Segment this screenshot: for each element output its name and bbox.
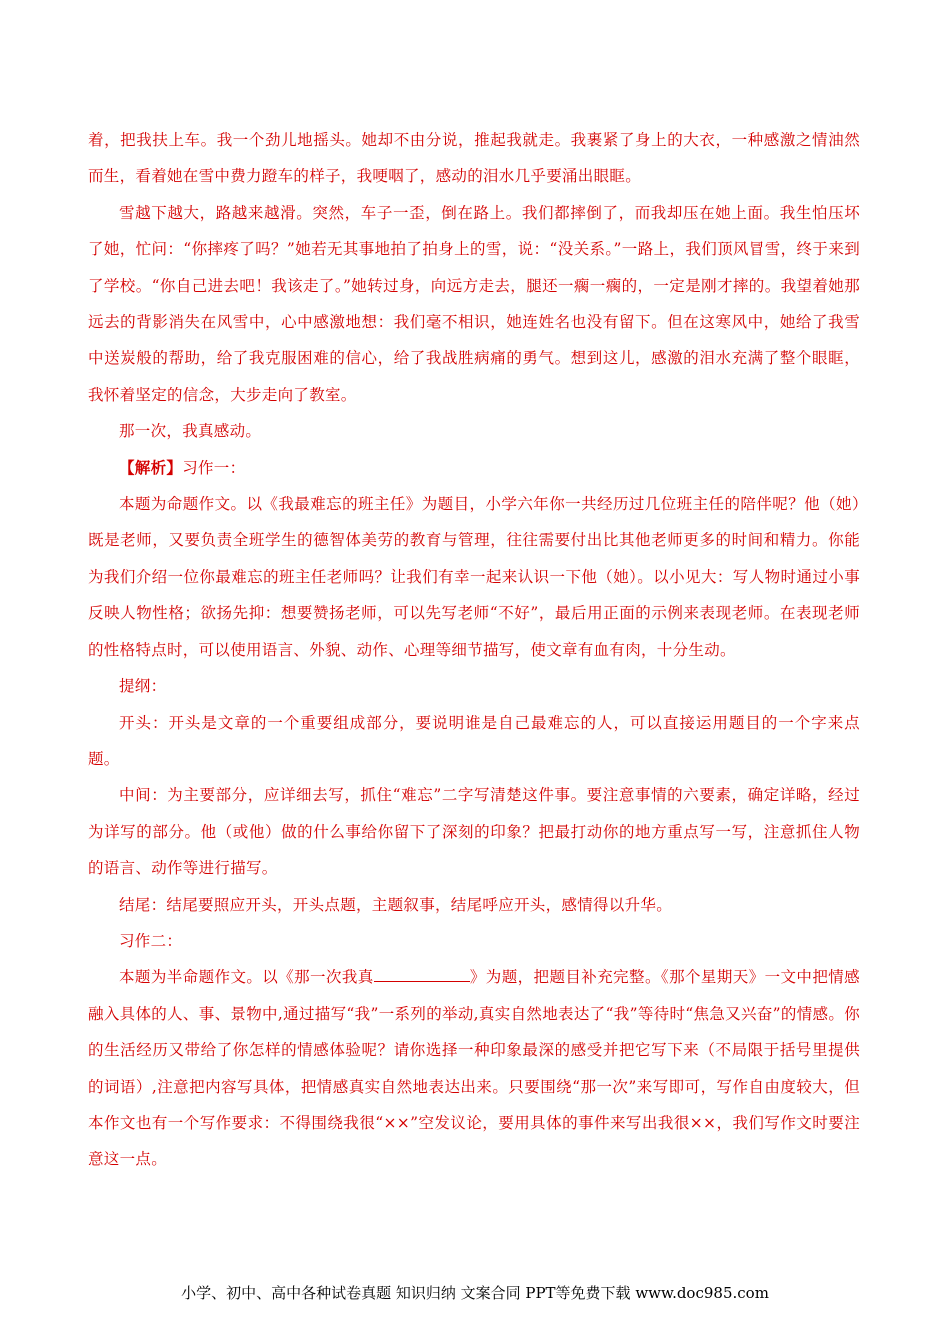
- essay2-paragraph: [88, 959, 860, 1177]
- story-paragraph-3: 那一次，我真感动。: [119, 422, 262, 441]
- page-footer: 小学、初中、高中各种试卷真题 知识归纳 文案合同 PPT等免费下载 www.doc985.com: [181, 1284, 769, 1302]
- analysis-label: 【解析】: [119, 457, 183, 477]
- analysis-heading: [88, 450, 860, 486]
- essay2-text-after-blank: 》为题，把题目补充完整。《那个星期天》一文中把情感融入具体的人、事、景物中,通过描写“我”一系列的举动,真实自然地表达了“我”等待时“焦急又兴奋”的情感。你的生活经历又带给了你怎样的情感体验呢？请你选择一种印象最深的感受并把它写下来（不局限于括号里提供的词语）,注意把内容写具体，把情感真实自然地表达出来。只要围绕“那一次”来写即可，写作自由度较大，但本作文也有一个写作要求：不得围绕我很“××”空发议论，要用具体的事件来写出我很××，我们写作文时要注意这一点。: [88, 968, 860, 1169]
- title-blank: [374, 966, 470, 983]
- essay1-label: 习作一：: [182, 458, 246, 477]
- document-body: [88, 122, 860, 1178]
- outline-middle: 中间：为主要部分，应详细去写，抓住“难忘”二字写清楚这件事。要注意事情的六要素，确定详略，经过为详写的部分。他（或他）做的什么事给你留下了深刻的印象？把最打动你的地方重点写一写，注意抓住人物的语言、动作等进行描写。: [88, 786, 860, 878]
- essay2-text-before-blank: 本题为半命题作文。以《那一次我真: [119, 968, 374, 987]
- story-paragraph-2: 雪越下越大，路越来越滑。突然，车子一歪，倒在路上。我们都摔倒了，而我却压在她上面。我生怕压坏了她，忙问：“你摔疼了吗？”她若无其事地拍了拍身上的雪，说：“没关系。”一路上，我们顶风冒雪，终于来到了学校。“你自己进去吧！我该走了。”她转过身，向远方走去，腿还一瘸一瘸的，一定是刚才摔的。我望着她那远去的背影消失在风雪中，心中感激地想：我们毫不相识，她连姓名也没有留下。但在这寒风中，她给了我雪中送炭般的帮助，给了我克服困难的信心，给了我战胜病痛的勇气。想到这儿，感激的泪水充满了整个眼眶，我怀着坚定的信念，大步走向了教室。: [88, 203, 860, 404]
- analysis-paragraph-1: 本题为命题作文。以《我最难忘的班主任》为题目，小学六年你一共经历过几位班主任的陪伴呢？他（她）既是老师，又要负责全班学生的德智体美劳的教育与管理，往往需要付出比其他老师更多的时间和精力。你能为我们介绍一位你最难忘的班主任老师吗？让我们有幸一起来认识一下他（她）。以小见大：写人物时通过小事反映人物性格；欲扬先抑：想要赞扬老师，可以先写老师“不好”，最后用正面的示例来表现老师。在表现老师的性格特点时，可以使用语言、外貌、动作、心理等细节描写，使文章有血有肉，十分生动。: [88, 495, 860, 659]
- outline-label: 提纲：: [119, 677, 167, 696]
- outline-opening: 开头：开头是文章的一个重要组成部分，要说明谁是自己最难忘的人，可以直接运用题目的一个字来点题。: [88, 713, 860, 768]
- outline-ending: 结尾：结尾要照应开头，开头点题，主题叙事，结尾呼应开头，感情得以升华。: [119, 895, 673, 914]
- essay2-label: 习作二：: [119, 931, 183, 950]
- story-paragraph-1: 着，把我扶上车。我一个劲儿地摇头。她却不由分说，推起我就走。我裹紧了身上的大衣，一种感激之情油然而生，看着她在雪中费力蹬车的样子，我哽咽了，感动的泪水几乎要涌出眼眶。: [88, 131, 860, 186]
